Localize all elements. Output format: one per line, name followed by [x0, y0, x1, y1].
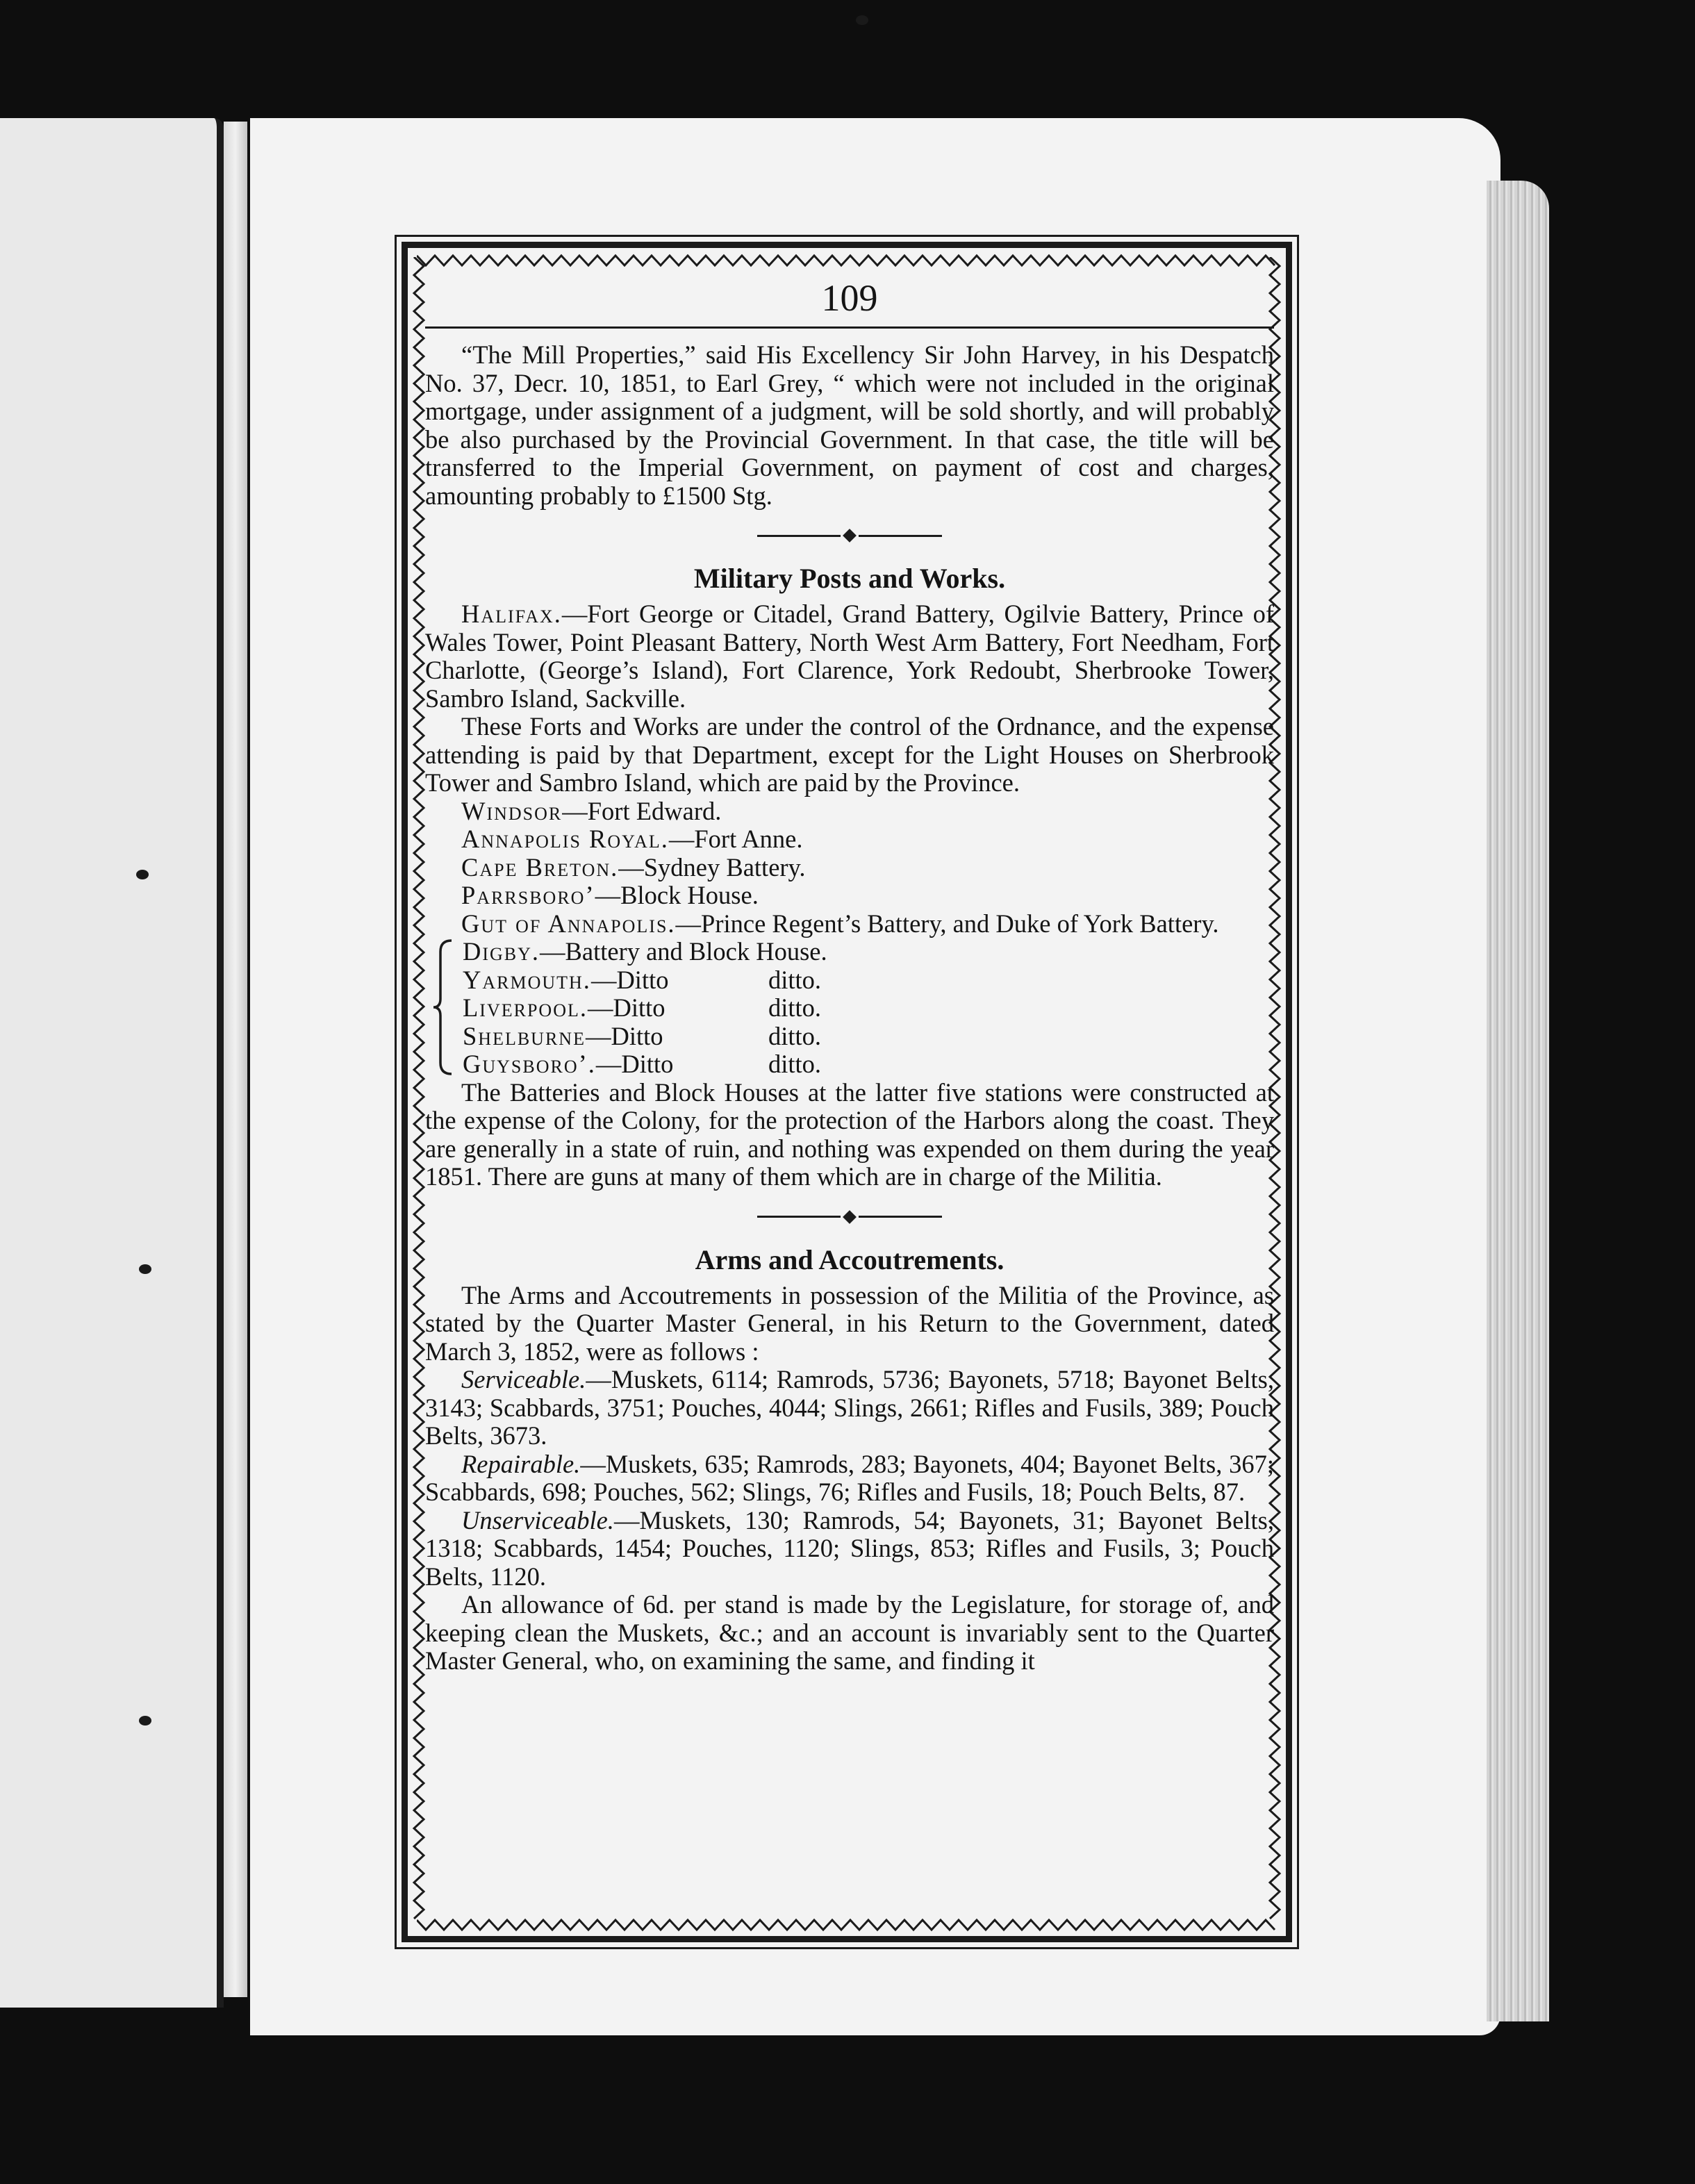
- station-name: Yarmouth.: [463, 965, 591, 994]
- margin-mark: [139, 1264, 151, 1274]
- border-wave-bottom: [417, 1917, 1277, 1933]
- station-name: Liverpool.: [463, 993, 588, 1022]
- facing-page-edge: [224, 122, 247, 1997]
- margin-mark: [856, 15, 868, 25]
- station-text: —Ditto: [590, 965, 669, 994]
- serviceable-text: —Muskets, 6114; Ramrods, 5736; Bayonets, 5718; Bayonet Belts, 3143; Scabbards, 3751; Pouches, 4044; Slings, 2661; Rifles and Fusils, 389; Pouch Belts, 3673.: [425, 1365, 1274, 1450]
- station-list: [425, 797, 1274, 938]
- unserviceable-text: —Muskets, 130; Ramrods, 54; Bayonets, 31; Bayonet Belts, 1318; Scabbards, 1454; Pouches, 1120; Slings, 853; Rifles and Fusils, 3; Pouch Belts, 1120.: [425, 1505, 1274, 1591]
- braced-stations: [431, 938, 1274, 1079]
- repairable-label: Repairable.: [461, 1449, 581, 1478]
- section-ornament: [425, 1198, 1274, 1236]
- brace-icon: [431, 938, 458, 1077]
- station-text: —Battery and Block House.: [540, 937, 827, 966]
- ditto-text: ditto.: [768, 1021, 822, 1050]
- unserviceable-label: Unserviceable.: [461, 1505, 614, 1534]
- page-number: 109: [821, 277, 878, 319]
- arms-heading: Arms and Accoutrements.: [695, 1243, 1004, 1275]
- margin-mark: [136, 870, 149, 879]
- station-entry: [425, 797, 1274, 826]
- military-heading: Military Posts and Works.: [693, 563, 1006, 594]
- station-entry: [425, 825, 1274, 854]
- station-text: —Fort Edward.: [562, 796, 722, 825]
- station-name: Guysboro’.: [463, 1050, 596, 1078]
- halifax-name: Halifax.: [461, 599, 562, 628]
- page-edges: [1487, 181, 1549, 2021]
- ditto-text: ditto.: [768, 1050, 822, 1078]
- border-wave-left: [411, 257, 427, 1927]
- serviceable-label: Serviceable.: [461, 1365, 586, 1393]
- ditto-text: ditto.: [768, 965, 822, 994]
- arms-intro-paragraph: The Arms and Accoutrements in possession of the Militia of the Province, as stated by the Quarter Master General, in his Return to the Government, dated March 3, 1852, were as follows :: [425, 1280, 1274, 1366]
- repairable-text: —Muskets, 635; Ramrods, 283; Bayonets, 404; Bayonet Belts, 367; Scabbards, 698; Pouches, 562; Slings, 76; Rifles and Fusils, 18; Pouch Belts, 87.: [425, 1449, 1274, 1506]
- station-entry: [425, 910, 1274, 938]
- station-name: Digby.: [463, 937, 540, 966]
- page-content: [425, 272, 1274, 1676]
- repairable-paragraph: [425, 1450, 1274, 1507]
- braced-row: [463, 938, 1274, 966]
- intro-paragraph: “The Mill Properties,” said His Excellency Sir John Harvey, in his Despatch No. 37, Decr. 10, 1851, to Earl Grey, “ which were not included in the original mortgage, under assignment of a judgment, will be sold shortly, and will probably be also purchased by the Provincial Government. In that case, the title will be transferred to the Imperial Government, on payment of cost and charges, amounting probably to £1500 Stg.: [425, 340, 1274, 510]
- serviceable-paragraph: [425, 1366, 1274, 1450]
- halifax-text: —Fort George or Citadel, Grand Battery, Ogilvie Battery, Prince of Wales Tower, Point Pleasant Battery, North West Arm Battery, Fort Needham, Fort Charlotte, (George’s Island), Fort Clarence, York Redoubt, Sherbrooke Tower, Sambro Island, Sackville.: [425, 599, 1274, 713]
- station-name: Annapolis Royal.: [461, 825, 669, 853]
- station-text: —Ditto: [585, 1021, 663, 1050]
- braced-row: [463, 1023, 1274, 1051]
- station-text: —Sydney Battery.: [618, 852, 806, 882]
- ordnance-paragraph: These Forts and Works are under the control of the Ordnance, and the expense attending is paid by that Department, except for the Light Houses on Sherbrook Tower and Sambro Island, which are paid by the Province.: [425, 712, 1274, 797]
- border-wave-top: [417, 253, 1277, 268]
- station-text: —Ditto: [595, 1050, 674, 1078]
- station-text: —Fort Anne.: [668, 825, 803, 853]
- station-entry: [425, 854, 1274, 882]
- station-name: Parrsboro’: [461, 881, 595, 909]
- braced-row: [463, 1050, 1274, 1079]
- halifax-paragraph: [425, 600, 1274, 713]
- station-name: Windsor: [461, 796, 563, 825]
- unserviceable-paragraph: [425, 1507, 1274, 1591]
- batteries-paragraph: The Batteries and Block Houses at the latter five stations were constructed at the expense of the Colony, for the protection of the Harbors along the coast. They are generally in a state of ruin, and nothing was expended on them during the year 1851. There are guns at many of them which are in charge of the Militia.: [425, 1077, 1274, 1191]
- station-text: —Prince Regent’s Battery, and Duke of York Battery.: [675, 909, 1219, 938]
- station-entry: [425, 882, 1274, 910]
- ditto-text: ditto.: [768, 993, 822, 1022]
- station-name: Gut of Annapolis.: [461, 909, 676, 938]
- station-name: Cape Breton.: [461, 852, 619, 882]
- margin-mark: [139, 1716, 151, 1726]
- section-ornament: [425, 517, 1274, 554]
- header-rule: [425, 326, 1274, 329]
- allowance-paragraph: An allowance of 6d. per stand is made by the Legislature, for storage of, and keeping clean the Muskets, &c.; and an account is invariably sent to the Quarter Master General, who, on examining the same, and finding it: [425, 1590, 1274, 1675]
- station-text: —Ditto: [587, 993, 665, 1022]
- station-name: Shelburne: [463, 1021, 586, 1050]
- braced-row: [463, 994, 1274, 1023]
- braced-row: [463, 966, 1274, 995]
- station-text: —Block House.: [595, 881, 759, 909]
- facing-page: [0, 118, 224, 2008]
